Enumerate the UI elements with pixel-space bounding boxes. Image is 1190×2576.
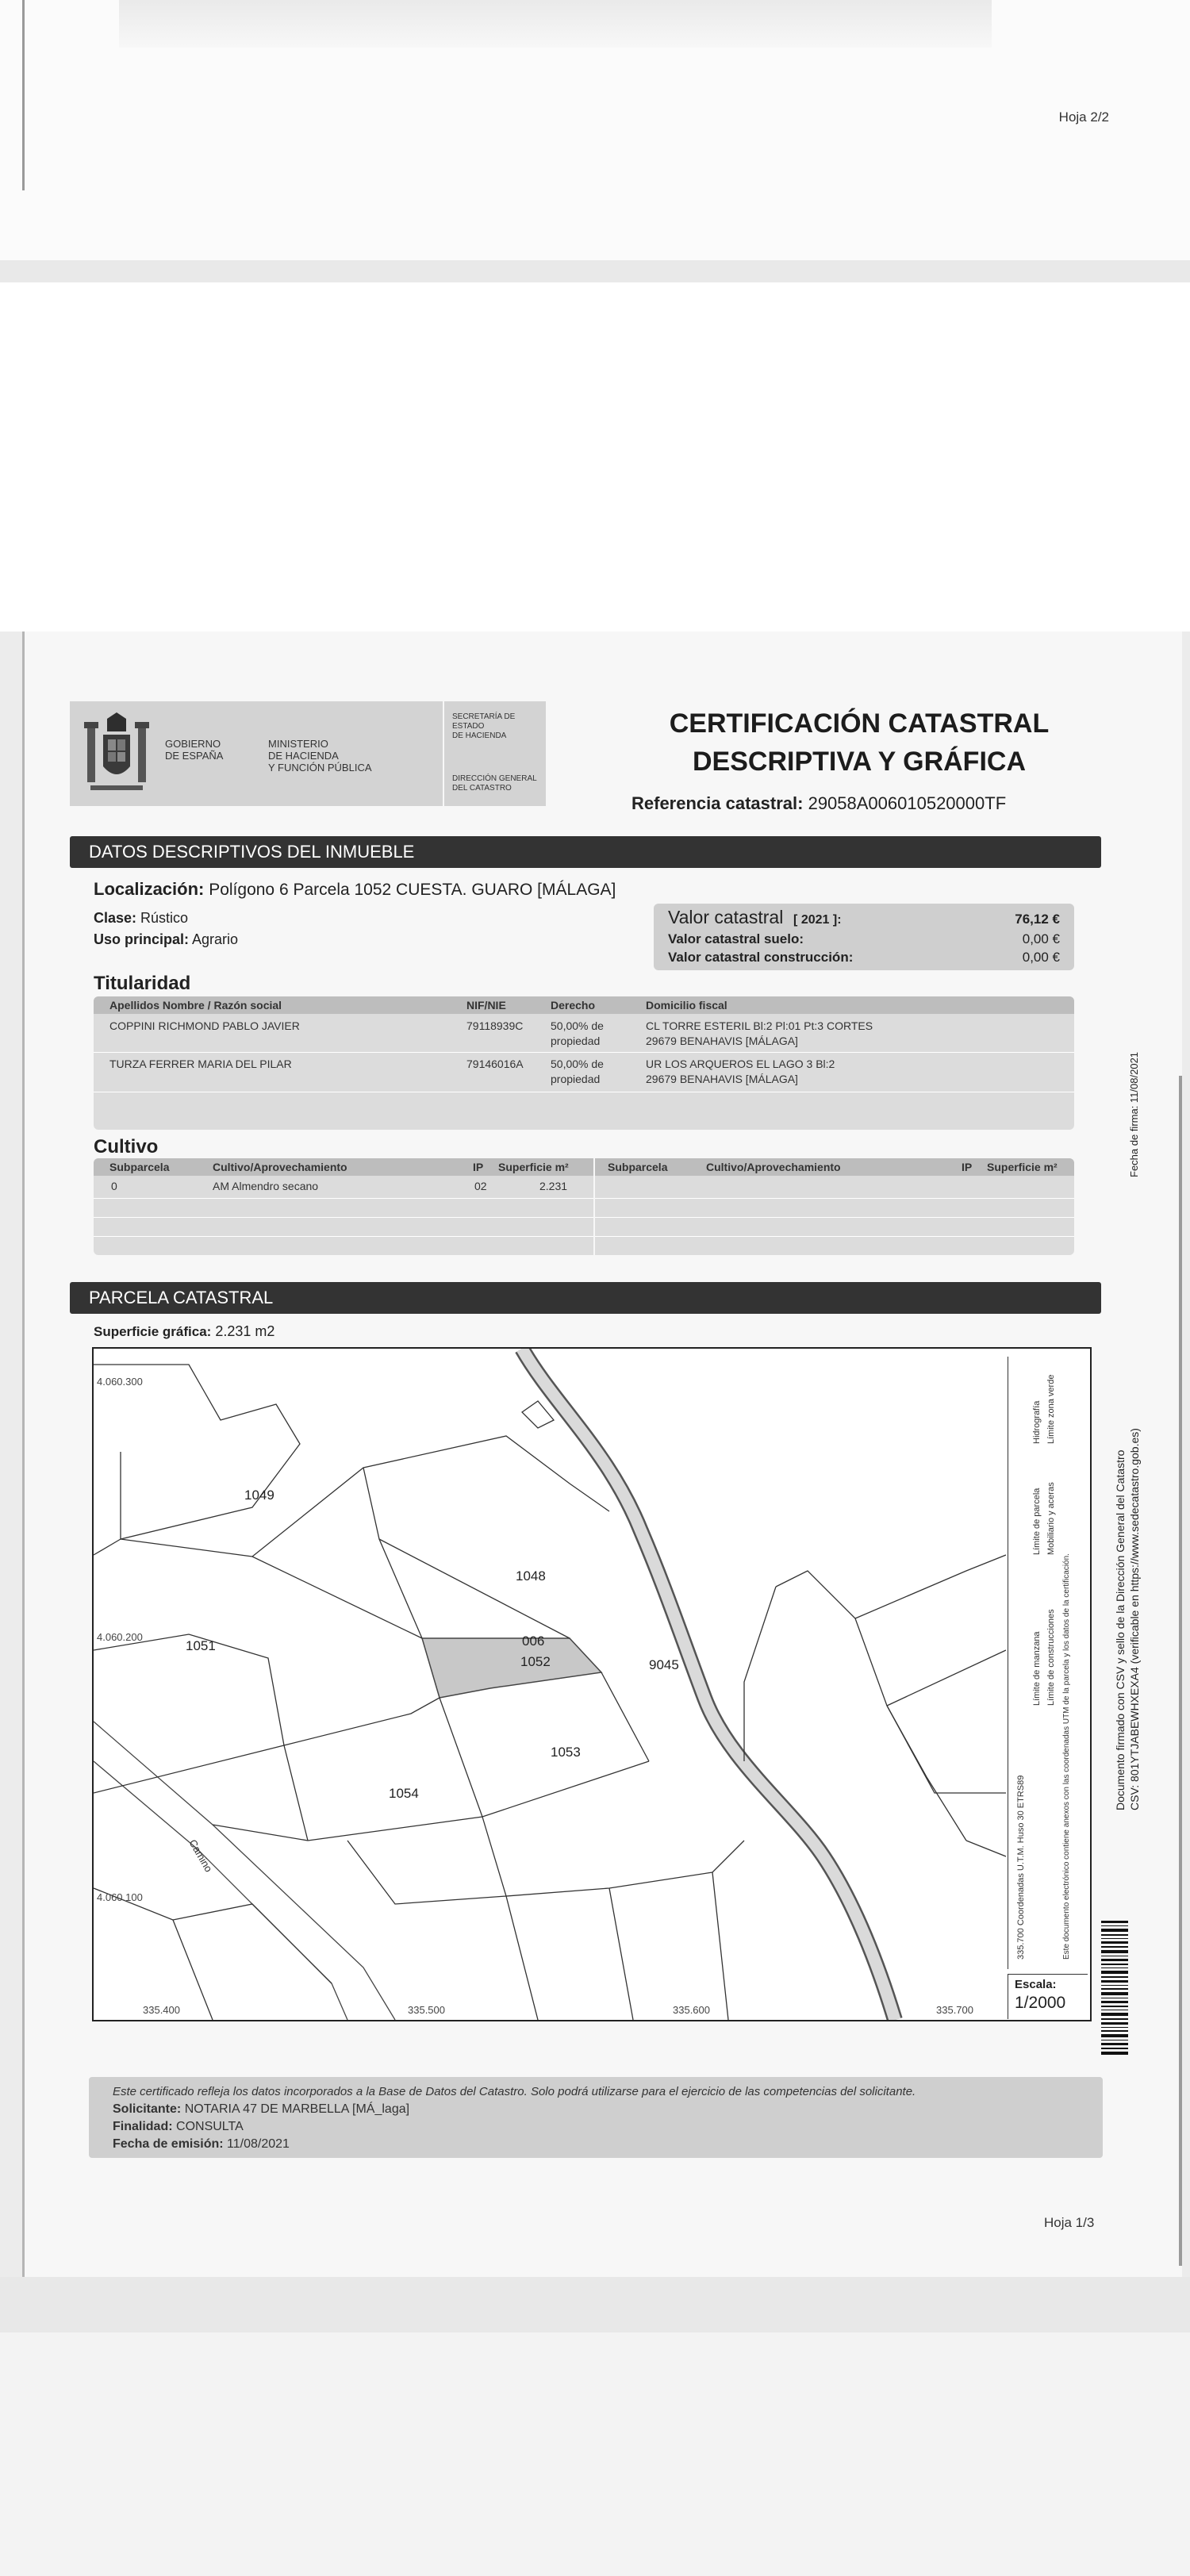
ministerio-text: MINISTERIO DE HACIENDA Y FUNCIÓN PÚBLICA: [268, 738, 372, 774]
certificate-page: [22, 632, 1182, 2277]
clase-uso: Clase: Rústico Uso principal: Agrario: [94, 910, 239, 947]
highlighted-parcel: [422, 1638, 601, 1698]
column-divider: [593, 1158, 595, 1255]
cultivo-title: Cultivo: [94, 1136, 159, 1157]
secretaria-text: SECRETARÍA DE ESTADO DE HACIENDA: [452, 712, 516, 740]
page-edge: [22, 632, 25, 2277]
certificate-footer: [89, 2077, 1103, 2158]
parcel-number: 006: [522, 1634, 545, 1649]
x-coordinate-label: 335.600: [673, 2004, 710, 2016]
row-divider: [94, 1052, 1074, 1053]
fecha-emision: Fecha de emisión: 11/08/2021: [113, 2137, 290, 2151]
legend-hidrografia: Hidrografía: [1032, 1400, 1042, 1444]
parcel-number: 1049: [244, 1488, 274, 1503]
header-divider: [443, 701, 444, 806]
legend-limite-parcela: Límite de parcela: [1032, 1488, 1042, 1555]
x-coordinate-label: 335.700: [936, 2004, 973, 2016]
x-coordinate-label: 335.400: [143, 2004, 180, 2016]
road-fill: [522, 1349, 895, 2020]
localizacion: Localización: Polígono 6 Parcela 1052 CUESTA. GUARO [MÁLAGA]: [94, 879, 616, 899]
road: [522, 1349, 895, 2020]
titularidad-title: Titularidad: [94, 973, 191, 994]
gobierno-text: GOBIERNO DE ESPAÑA: [165, 738, 224, 762]
referencia-catastral: Referencia catastral: 29058A006010520000TF: [631, 793, 1007, 813]
row-divider: [94, 1198, 1074, 1199]
map-legend: [1008, 1357, 1088, 1969]
valor-catastral-box: Valor catastral [ 2021 ]: 76,12 € Valor catastral suelo: 0,00 € Valor catastral construcción: 0,00 €: [654, 904, 1074, 970]
government-header: [70, 701, 546, 806]
scale-box: Escala: 1/2000: [1008, 1974, 1088, 2019]
parcel-number: 1048: [516, 1568, 546, 1584]
parcel-number: 9045: [649, 1657, 679, 1672]
superficie-grafica: Superficie gráfica: 2.231 m2: [94, 1323, 275, 1339]
page-gap: [0, 260, 1190, 282]
parcel-number: 1052: [520, 1654, 551, 1669]
cultivo-table: Subparcela Cultivo/Aprovechamiento IP Superficie m² Subparcela Cultivo/Aprovechamiento IP Superficie m² 0 AM Almendro secano 02 2.231: [94, 1158, 1074, 1255]
page-gap: [0, 2277, 1190, 2332]
csv-code-text: CSV: 801YTJABEWHXEXA4 (verificable en https://www.sedecatastro.gob.es): [1128, 1428, 1141, 1810]
map-drawing: [94, 1349, 1006, 2020]
parcel-number: 1054: [389, 1786, 419, 1801]
datos-section-header: DATOS DESCRIPTIVOS DEL INMUEBLE: [70, 836, 1101, 868]
blank-area: [0, 282, 1190, 632]
barcode-icon: [1101, 1921, 1128, 2056]
previous-page: [0, 0, 1190, 260]
camino-edge: [94, 1761, 347, 2020]
legend-coords: 335.700 Coordenadas U.T.M. Huso 30 ETRS89: [1016, 1775, 1026, 1960]
parcel-boundaries: [94, 1365, 1006, 2020]
scan-smudge: [119, 0, 992, 48]
solicitante: Solicitante: NOTARIA 47 DE MARBELLA [MÁ_laga]: [113, 2102, 410, 2116]
cadastral-map: [92, 1347, 1092, 2021]
parcel-number: 1053: [551, 1745, 581, 1760]
y-coordinate-label: 4.060.100: [97, 1891, 143, 1903]
footer-note: Este certificado refleja los datos incorporados a la Base de Datos del Catastro. Solo podrá utilizarse para el ejercicio de las competencias del solicitante.: [113, 2085, 916, 2098]
legend-mobiliario: Mobiliario y aceras: [1046, 1482, 1056, 1555]
csv-signature-text: Documento firmado con CSV y sello de la Dirección General del Catastro: [1114, 1449, 1127, 1810]
legend-limite-manzana: Límite de manzana: [1032, 1631, 1042, 1706]
legend-limite-construcciones: Límite de construcciones: [1046, 1609, 1056, 1706]
previous-page-number: Hoja 2/2: [1058, 109, 1109, 125]
x-coordinate-label: 335.500: [408, 2004, 445, 2016]
y-coordinate-label: 4.060.300: [97, 1376, 143, 1388]
legend-limite-verde: Límite zona verde: [1046, 1374, 1056, 1444]
finalidad: Finalidad: CONSULTA: [113, 2120, 244, 2133]
titularidad-header-row: Apellidos Nombre / Razón social NIF/NIE Derecho Domicilio fiscal: [94, 996, 1074, 1014]
parcela-section-header: PARCELA CATASTRAL: [70, 1282, 1101, 1314]
page-number: Hoja 1/3: [1044, 2215, 1095, 2230]
camino-edge: [94, 1722, 395, 2020]
document-title: CERTIFICACIÓN CATASTRAL DESCRIPTIVA Y GRÁFICA: [669, 708, 1050, 777]
page-edge: [1179, 1076, 1182, 2266]
blank-area: [0, 2332, 1190, 2576]
y-coordinate-label: 4.060.200: [97, 1631, 143, 1643]
road-label: Camino: [186, 1837, 215, 1875]
direccion-text: DIRECCIÓN GENERAL DEL CATASTRO: [452, 774, 537, 793]
page-edge: [22, 0, 25, 190]
row-divider: [94, 1236, 1074, 1237]
coat-of-arms-icon: [81, 711, 152, 797]
titularidad-table: Apellidos Nombre / Razón social NIF/NIE Derecho Domicilio fiscal COPPINI RICHMOND PABLO JAVIER 79118939C 50,00% de propiedad CL TORRE ESTERIL Bl:2 Pl:01 Pt:3 CORTES 29679 BENAHAVIS [MÁLAGA] TURZA FERRER MARIA DEL PILAR 79146016A 50,00% de propiedad UR LOS ARQUEROS EL LAGO 3 Bl:2 29679 BENAHAVIS [MÁLAGA]: [94, 996, 1074, 1130]
cultivo-header-row: Subparcela Cultivo/Aprovechamiento IP Superficie m² Subparcela Cultivo/Aprovechamiento IP Superficie m²: [94, 1158, 1074, 1176]
legend-note: Este documento electrónico contiene anexos con las coordenadas UTM de la parcela y los datos de la certificación.: [1062, 1553, 1071, 1960]
signature-date: Fecha de firma: 11/08/2021: [1128, 1051, 1140, 1177]
row-divider: [94, 1217, 1074, 1218]
parcel-number: 1051: [186, 1638, 216, 1653]
